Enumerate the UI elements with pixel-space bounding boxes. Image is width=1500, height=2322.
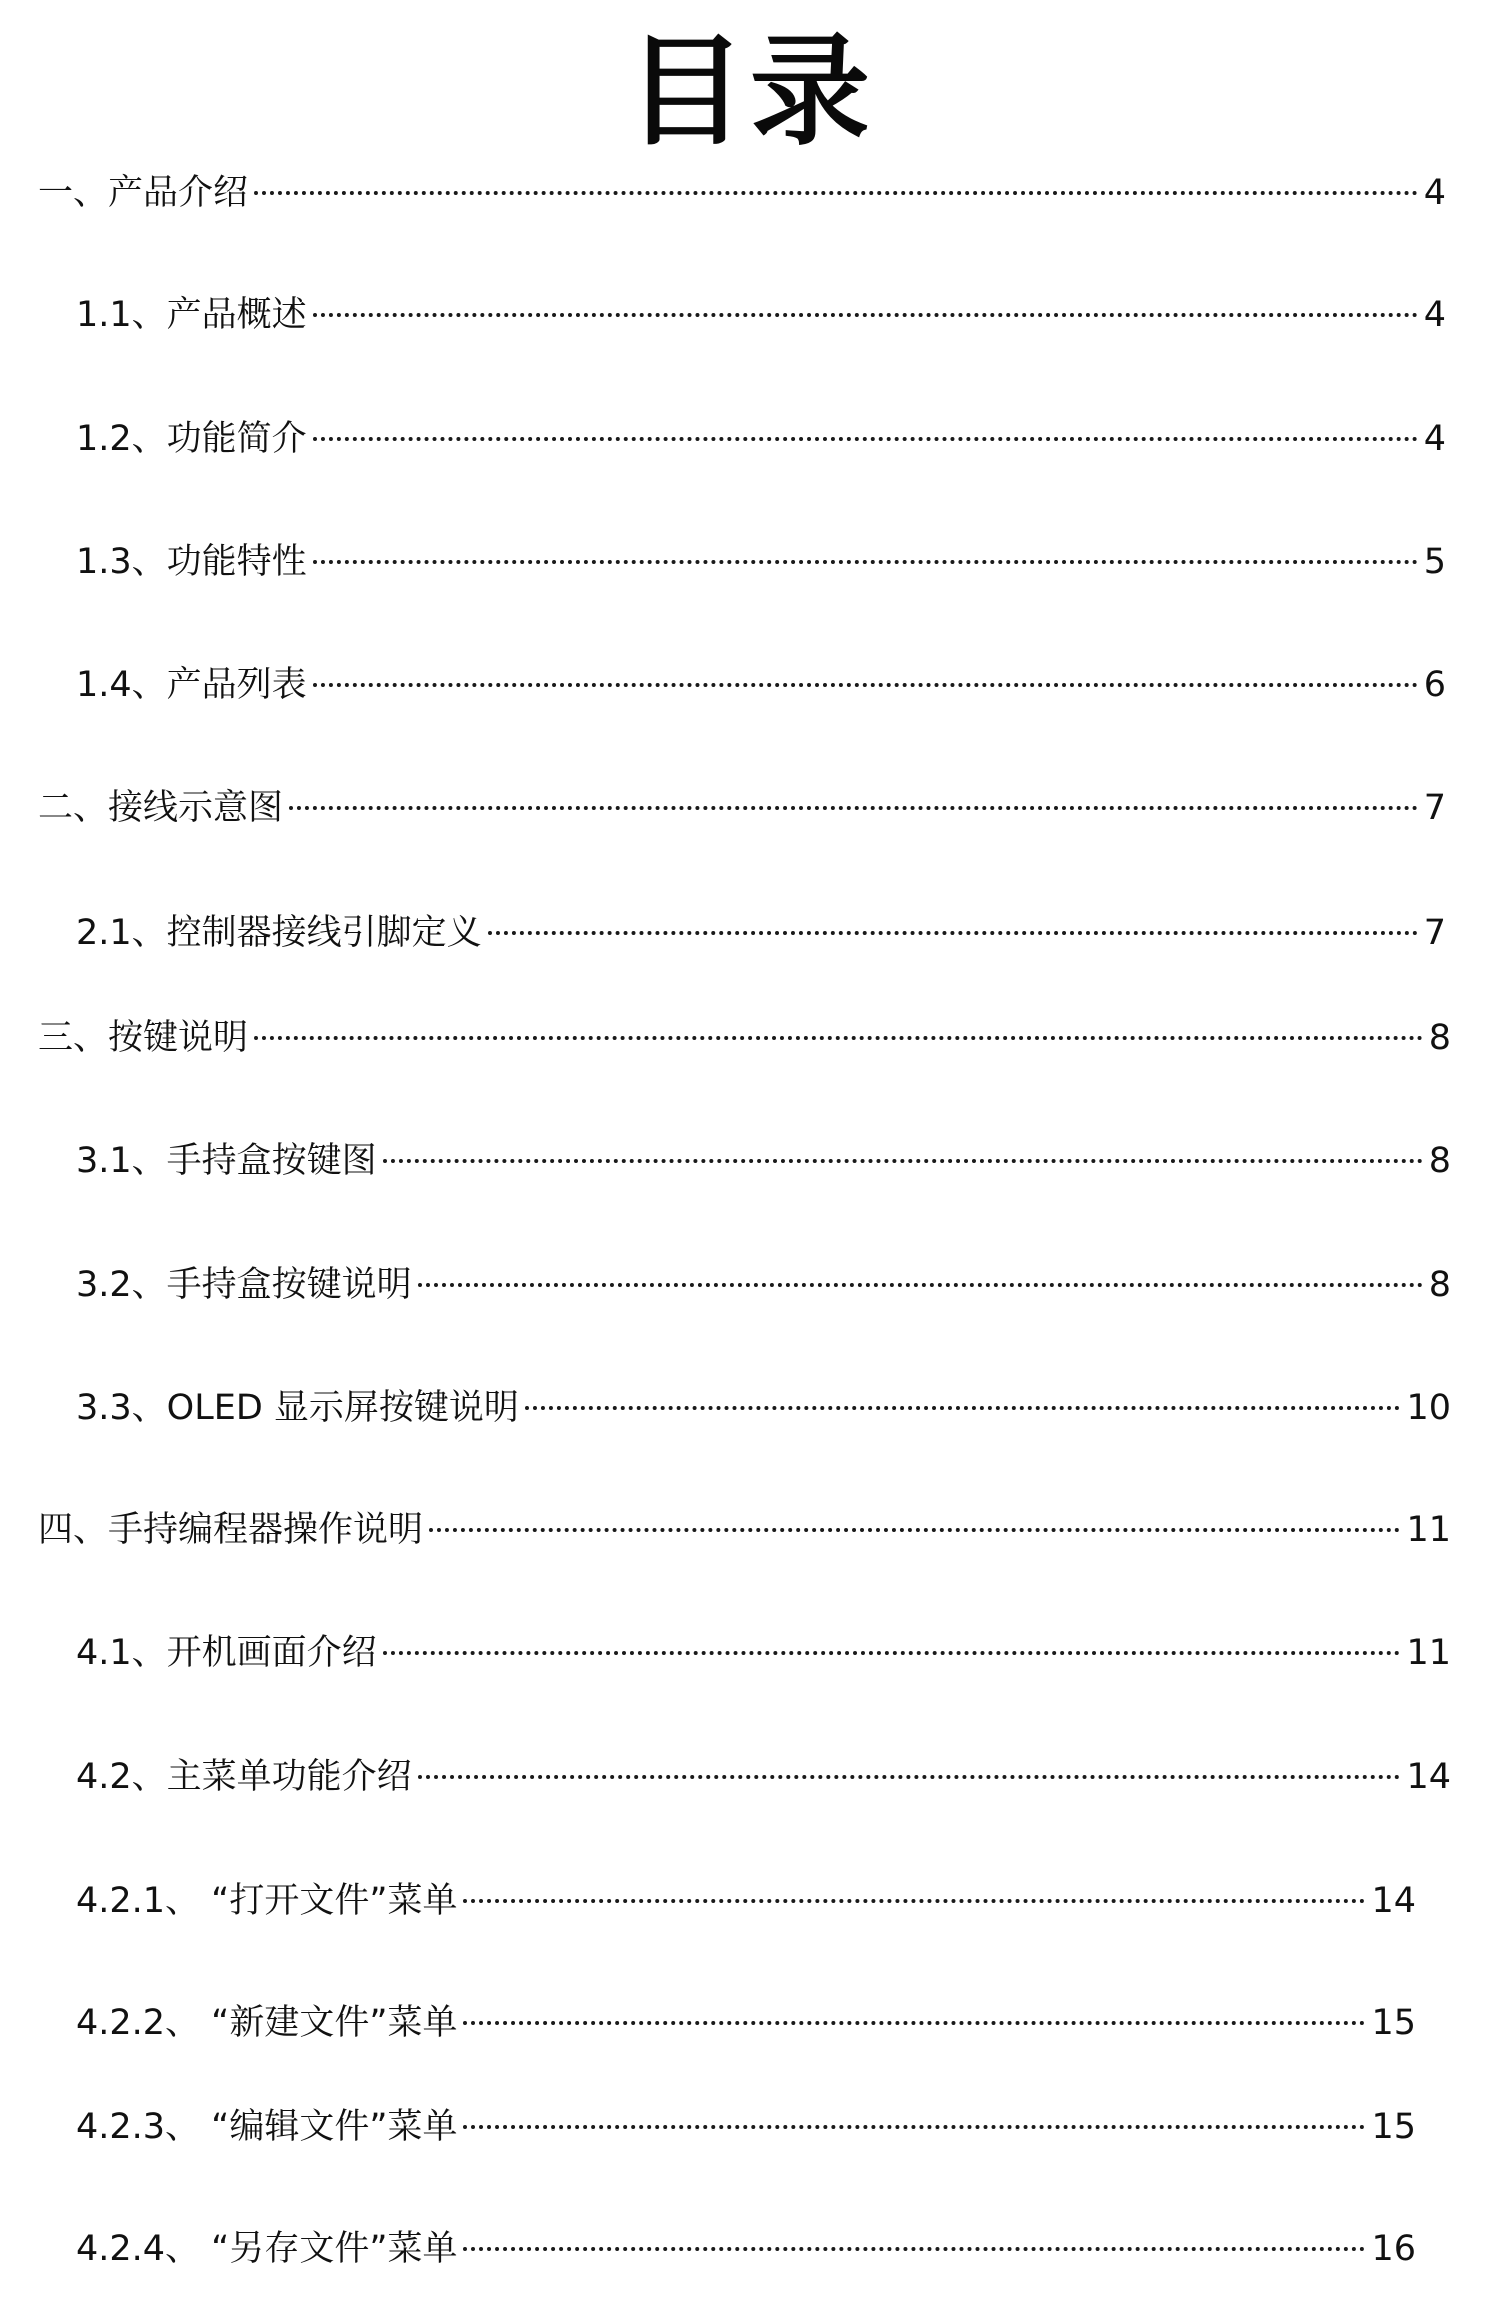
toc-entry-label: 1.4、产品列表 [76, 665, 307, 705]
toc-entry-label: 4.2.2、 “新建文件”菜单 [76, 2003, 458, 2043]
toc-entry-label: 1.2、功能简介 [76, 419, 307, 459]
toc-entry-4-1[interactable] [76, 1628, 1451, 1678]
toc-entry-chapter-1[interactable] [38, 168, 1446, 218]
toc-entry-label: 4.2.4、 “另存文件”菜单 [76, 2229, 458, 2269]
toc-entry-label: 3.3、OLED 显示屏按键说明 [76, 1388, 519, 1428]
toc-entry-1-2[interactable] [76, 414, 1446, 464]
toc-entry-4-2-4[interactable] [76, 2224, 1416, 2274]
toc-entry-label: 1.3、功能特性 [76, 542, 307, 582]
toc-entry-page: 5 [1423, 542, 1446, 582]
toc-entry-page: 7 [1423, 913, 1446, 953]
toc-entry-4-2[interactable] [76, 1752, 1451, 1802]
toc-entry-3-2[interactable] [76, 1260, 1451, 1310]
toc-entry-page: 8 [1428, 1141, 1451, 1181]
toc-entry-page: 16 [1371, 2229, 1416, 2269]
dot-leader [313, 683, 1418, 687]
dot-leader [463, 1899, 1365, 1903]
toc-entry-label: 一、产品介绍 [38, 173, 249, 213]
toc-entry-label: 3.2、手持盒按键说明 [76, 1265, 412, 1305]
toc-entry-chapter-2[interactable] [38, 783, 1446, 833]
toc-entry-page: 14 [1371, 1881, 1416, 1921]
toc-title: 目录 [626, 23, 874, 162]
toc-entry-label: 2.1、控制器接线引脚定义 [76, 913, 482, 953]
dot-leader [254, 1036, 1423, 1040]
toc-entry-page: 15 [1371, 2107, 1416, 2147]
toc-entry-label: 三、按键说明 [38, 1018, 249, 1058]
dot-leader [463, 2125, 1365, 2129]
toc-entry-page: 8 [1428, 1265, 1451, 1305]
toc-entry-label: 3.1、手持盒按键图 [76, 1141, 377, 1181]
dot-leader [525, 1406, 1401, 1410]
toc-entry-page: 6 [1423, 665, 1446, 705]
toc-entry-label: 4.1、开机画面介绍 [76, 1633, 377, 1673]
toc-entry-label: 4.2.1、 “打开文件”菜单 [76, 1881, 458, 1921]
toc-entry-3-1[interactable] [76, 1136, 1451, 1186]
dot-leader [429, 1528, 1400, 1532]
dot-leader [488, 931, 1418, 935]
toc-entry-page: 4 [1423, 173, 1446, 213]
toc-entry-page: 14 [1406, 1757, 1451, 1797]
toc-entry-page: 4 [1423, 295, 1446, 335]
toc-entry-3-3[interactable] [76, 1383, 1451, 1433]
toc-entry-label: 4.2、主菜单功能介绍 [76, 1757, 412, 1797]
toc-entry-page: 11 [1406, 1633, 1451, 1673]
toc-entry-2-1[interactable] [76, 908, 1446, 958]
dot-leader [289, 806, 1418, 810]
toc-entry-page: 15 [1371, 2003, 1416, 2043]
toc-entry-page: 4 [1423, 419, 1446, 459]
toc-entry-page: 10 [1406, 1388, 1451, 1428]
toc-entry-1-1[interactable] [76, 290, 1446, 340]
toc-entry-chapter-3[interactable] [38, 1013, 1451, 1063]
toc-entry-1-4[interactable] [76, 660, 1446, 710]
dot-leader [383, 1651, 1401, 1655]
dot-leader [418, 1775, 1401, 1779]
toc-entry-label: 4.2.3、 “编辑文件”菜单 [76, 2107, 458, 2147]
toc-entry-label: 二、接线示意图 [38, 788, 284, 828]
dot-leader [463, 2021, 1365, 2025]
toc-entry-4-2-3[interactable] [76, 2102, 1416, 2152]
toc-entry-1-3[interactable] [76, 537, 1446, 587]
dot-leader [463, 2247, 1365, 2251]
toc-entry-label: 四、手持编程器操作说明 [38, 1510, 424, 1550]
toc-entry-chapter-4[interactable] [38, 1505, 1451, 1555]
toc-entry-page: 7 [1423, 788, 1446, 828]
dot-leader [313, 560, 1418, 564]
dot-leader [418, 1283, 1423, 1287]
toc-entry-4-2-2[interactable] [76, 1998, 1416, 2048]
dot-leader [254, 191, 1418, 195]
dot-leader [313, 437, 1418, 441]
dot-leader [313, 313, 1418, 317]
dot-leader [383, 1159, 1423, 1163]
toc-entry-page: 8 [1428, 1018, 1451, 1058]
toc-entry-page: 11 [1406, 1510, 1451, 1550]
toc-entry-4-2-1[interactable] [76, 1876, 1416, 1926]
toc-entry-label: 1.1、产品概述 [76, 295, 307, 335]
